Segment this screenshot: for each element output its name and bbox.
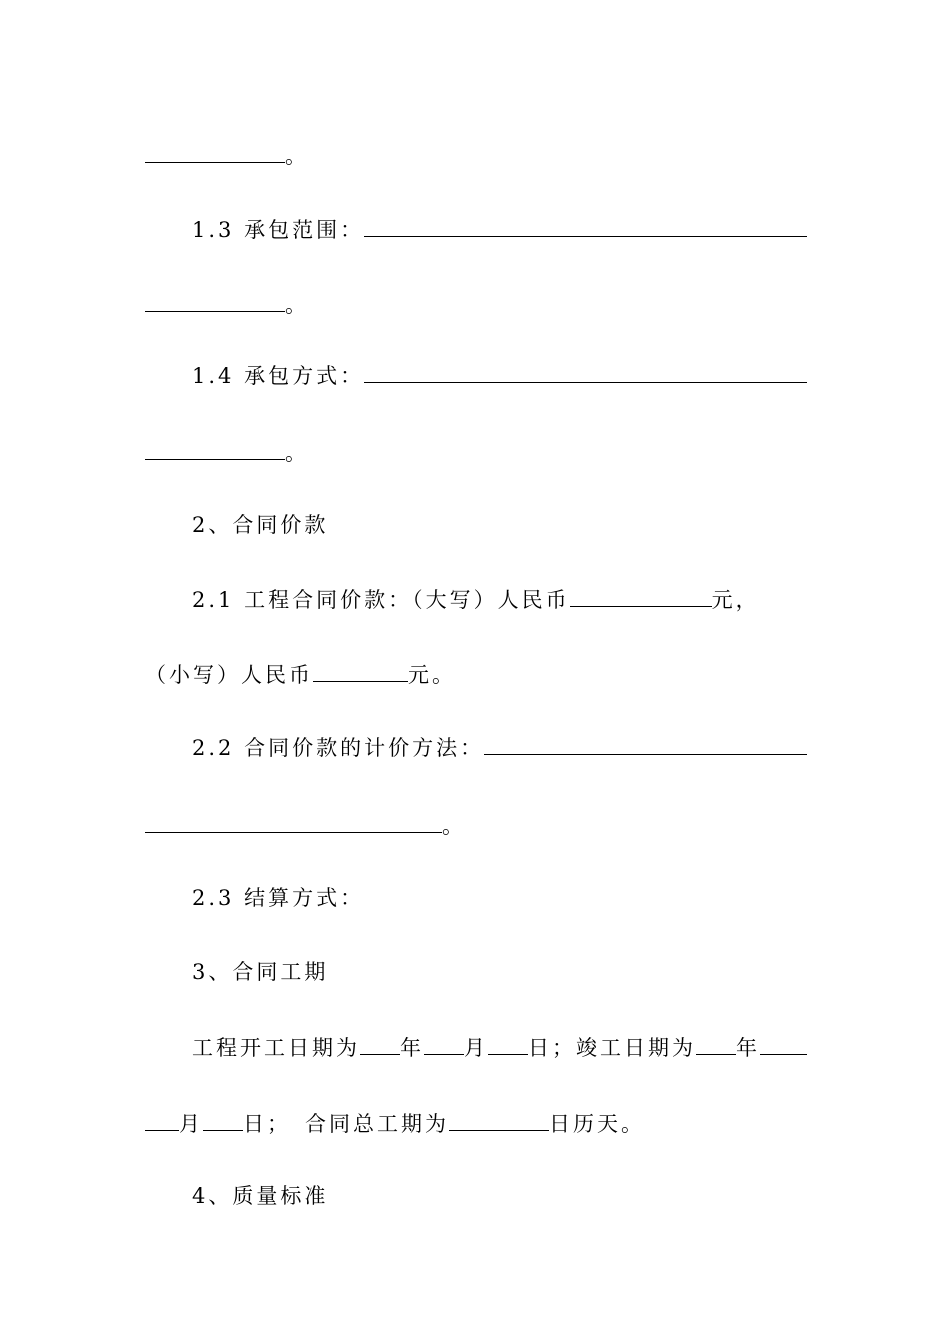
blank-field bbox=[145, 285, 285, 312]
blank-field bbox=[313, 655, 408, 682]
clause-2-1-continuation bbox=[145, 655, 807, 695]
period: 。 bbox=[285, 441, 309, 465]
blank-field bbox=[360, 1028, 400, 1055]
clause-2-1 bbox=[192, 580, 807, 620]
clause-1-3-label: 1.3 承包范围： bbox=[192, 218, 365, 242]
blank-field bbox=[488, 1028, 528, 1055]
blank-field bbox=[696, 1028, 736, 1055]
blank-field bbox=[145, 806, 442, 833]
period: 。 bbox=[285, 144, 309, 168]
section-2-heading: 2、合同价款 bbox=[192, 513, 329, 537]
blank-field bbox=[145, 1104, 179, 1131]
month-unit: 月 bbox=[464, 1036, 488, 1060]
blank-field bbox=[364, 356, 807, 383]
doc-line-1 bbox=[145, 136, 807, 176]
start-date-label: 工程开工日期为 bbox=[192, 1036, 360, 1060]
clause-1-3-continuation bbox=[145, 285, 807, 325]
clause-1-4-continuation bbox=[145, 433, 807, 473]
year-unit: 年 bbox=[400, 1036, 424, 1060]
blank-field bbox=[145, 433, 285, 460]
day-unit: 日； bbox=[243, 1112, 291, 1136]
blank-field bbox=[484, 728, 807, 755]
blank-field bbox=[203, 1104, 243, 1131]
blank-field bbox=[449, 1104, 549, 1131]
schedule-line-2 bbox=[145, 1104, 807, 1144]
clause-2-1-label: 2.1 工程合同价款：（大写）人民币 bbox=[192, 588, 570, 612]
end-date-label: 竣工日期为 bbox=[576, 1036, 696, 1060]
year-unit: 年 bbox=[736, 1036, 760, 1060]
schedule-line-1 bbox=[192, 1028, 807, 1068]
clause-1-3 bbox=[192, 210, 807, 250]
blank-field bbox=[145, 136, 285, 163]
month-unit: 月 bbox=[179, 1112, 203, 1136]
total-duration-unit: 日历天。 bbox=[549, 1112, 645, 1136]
clause-2-2-continuation bbox=[145, 806, 807, 846]
clause-2-1-small-unit: 元。 bbox=[408, 663, 456, 687]
clause-1-4-label: 1.4 承包方式： bbox=[192, 364, 365, 388]
blank-field bbox=[570, 580, 712, 607]
section-4-heading: 4、质量标准 bbox=[192, 1184, 329, 1208]
day-unit: 日； bbox=[528, 1036, 576, 1060]
clause-2-3: 2.3 结算方式： bbox=[192, 886, 365, 910]
period: 。 bbox=[285, 293, 309, 317]
clause-1-4 bbox=[192, 356, 807, 396]
clause-2-1-unit: 元， bbox=[711, 588, 760, 612]
total-duration-label: 合同总工期为 bbox=[305, 1112, 449, 1136]
period: 。 bbox=[442, 814, 466, 838]
clause-2-2-label: 2.2 合同价款的计价方法： bbox=[192, 736, 485, 760]
blank-field bbox=[424, 1028, 464, 1055]
blank-field bbox=[364, 210, 807, 237]
section-3-heading: 3、合同工期 bbox=[192, 960, 329, 984]
blank-field bbox=[760, 1028, 807, 1055]
clause-2-1-small-label: （小写）人民币 bbox=[145, 663, 313, 687]
clause-2-2 bbox=[192, 728, 807, 768]
